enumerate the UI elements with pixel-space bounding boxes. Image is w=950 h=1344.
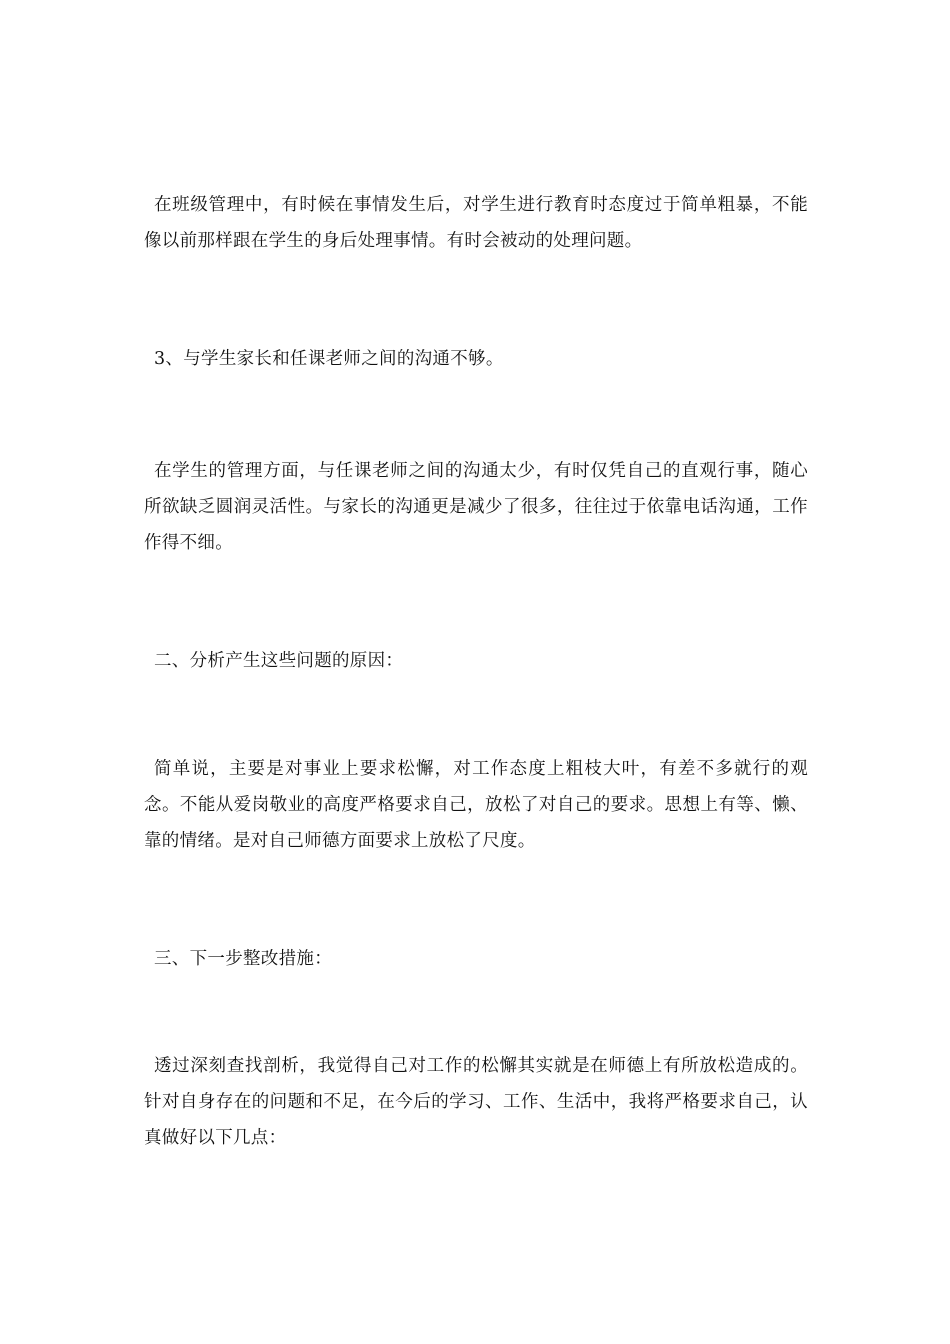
- paragraph-class-management: 在班级管理中，有时候在事情发生后，对学生进行教育时态度过于简单粗暴，不能像以前那样跟在学生的身后处理事情。有时会被动的处理问题。: [144, 195, 808, 251]
- paragraph-causes: 简单说，主要是对事业上要求松懈，对工作态度上粗枝大叶，有差不多就行的观念。不能从爱岗敬业的高度严格要求自己，放松了对自己的要求。思想上有等、懒、靠的情绪。是对自己师德方面要求上放松了尺度。: [144, 759, 808, 851]
- section-3-heading: 三、下一步整改措施：: [154, 949, 332, 969]
- section-2-heading: 二、分析产生这些问题的原因：: [154, 651, 404, 671]
- paragraph-communication: 在学生的管理方面，与任课老师之间的沟通太少，有时仅凭自己的直观行事，随心所欲缺乏圆润灵活性。与家长的沟通更是减少了很多，往往过于依靠电话沟通，工作作得不细。: [144, 461, 808, 553]
- item-3-heading: 3、与学生家长和任课老师之间的沟通不够。: [154, 349, 504, 369]
- paragraph-measures: 透过深刻查找剖析，我觉得自己对工作的松懈其实就是在师德上有所放松造成的。针对自身存在的问题和不足，在今后的学习、工作、生活中，我将严格要求自己，认真做好以下几点：: [144, 1056, 808, 1148]
